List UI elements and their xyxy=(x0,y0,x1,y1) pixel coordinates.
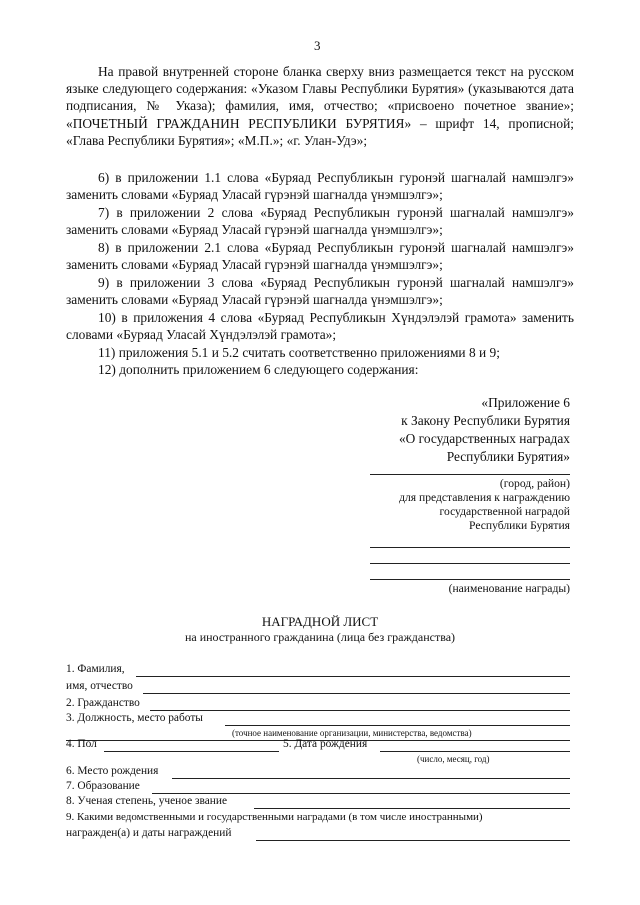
field-awards-line xyxy=(256,840,570,841)
paragraph-blank-text: На правой внутренней стороне бланка сверху вниз размещается текст на русском языке следующего содержания: «Указом Главы Республики Бурятия» (указываются дата подписания, № Указа); фамилия, имя, отчество; «присвоено почетное звание»; «ПОЧЕТНЫЙ ГРАЖДАНИН РЕСПУБЛИКИ БУРЯТИЯ» – шрифт 14, прописной; «Глава Республики Бурятия»; «М.П.»; «г. Улан-Удэ»; xyxy=(66,64,574,148)
field-education-label: 7. Образование xyxy=(66,780,140,792)
form-subtitle: на иностранного гражданина (лица без гражданства) xyxy=(184,630,456,644)
field-awards-label-2: награжден(а) и даты награждений xyxy=(66,827,232,839)
field-degree-label: 8. Ученая степень, ученое звание xyxy=(66,795,228,807)
field-surname-line xyxy=(136,676,570,677)
field-birthdate-label: 5. Дата рождения xyxy=(283,738,368,750)
paragraph-item-11: 11) приложения 5.1 и 5.2 считать соответственно приложениями 8 и 9; xyxy=(98,345,500,360)
paragraph-item-9: 9) в приложении 3 слова «Буряад Республикын гуронэй шагналай намшэлгэ» заменить словами «Буряад Уласай гүрэнэй шагналда үнэмшэлгэ»; xyxy=(66,275,574,308)
city-caption: (город, район) xyxy=(499,477,570,490)
field-surname-label: 1. Фамилия, xyxy=(66,663,125,675)
submission-line-3: Республики Бурятия xyxy=(469,519,570,532)
paragraph-item-7: 7) в приложении 2 слова «Буряад Республикын гуронэй шагналай намшэлгэ» заменить словами «Буряад Уласай гүрэнэй шагналда үнэмшэлгэ»; xyxy=(66,205,574,238)
field-position-label: 3. Должность, место работы xyxy=(66,712,203,724)
field-citizenship-label: 2. Гражданство xyxy=(66,697,140,709)
field-degree-line xyxy=(254,808,570,809)
appendix-header-line-1: «Приложение 6 xyxy=(481,395,570,410)
field-birthdate-hint: (число, месяц, год) xyxy=(417,754,490,764)
city-line xyxy=(370,474,570,475)
page-number: 3 xyxy=(314,38,321,53)
appendix-header-line-3: «О государственных наградах xyxy=(398,431,570,446)
paragraph-item-12: 12) дополнить приложением 6 следующего содержания: xyxy=(98,362,419,377)
submission-line-1: для представления к награждению xyxy=(399,491,570,504)
field-birthplace-label: 6. Место рождения xyxy=(66,765,159,777)
field-gender-line xyxy=(104,751,279,752)
form-title: НАГРАДНОЙ ЛИСТ xyxy=(261,614,379,629)
field-position-hint: (точное наименование организации, министерства, ведомства) xyxy=(232,728,472,738)
appendix-header-line-4: Республики Бурятия» xyxy=(446,449,570,464)
field-name-label: имя, отчество xyxy=(66,680,133,692)
field-education-line xyxy=(152,793,570,794)
field-awards-label: 9. Какими ведомственными и государственными наградами (в том числе иностранными) xyxy=(66,811,483,823)
appendix-header-line-2: к Закону Республики Бурятия xyxy=(401,413,570,428)
paragraph-item-6: 6) в приложении 1.1 слова «Буряад Республикын гуронэй шагналай намшэлгэ» заменить словами «Буряад Уласай гүрэнэй шагналда үнэмшэлгэ»; xyxy=(66,170,574,203)
field-birthdate-line xyxy=(380,751,570,752)
field-citizenship-line xyxy=(150,710,570,711)
field-position-line xyxy=(225,725,570,726)
field-name-line xyxy=(143,693,570,694)
paragraph-item-10: 10) в приложения 4 слова «Буряад Республикын Хүндэлэлэй грамота» заменить словами «Буряад Уласай Хүндэлэлэй грамота»; xyxy=(66,310,574,343)
award-line-3 xyxy=(370,579,570,580)
award-line-2 xyxy=(370,563,570,564)
field-gender-label: 4. Пол xyxy=(66,738,97,750)
award-caption: (наименование награды) xyxy=(448,582,570,595)
submission-line-2: государственной наградой xyxy=(439,505,570,518)
field-birthplace-line xyxy=(172,778,570,779)
paragraph-item-8: 8) в приложении 2.1 слова «Буряад Республикын гуронэй шагналай намшэлгэ» заменить словами «Буряад Уласай гүрэнэй шагналда үнэмшэлгэ»; xyxy=(66,240,574,273)
award-line-1 xyxy=(370,547,570,548)
